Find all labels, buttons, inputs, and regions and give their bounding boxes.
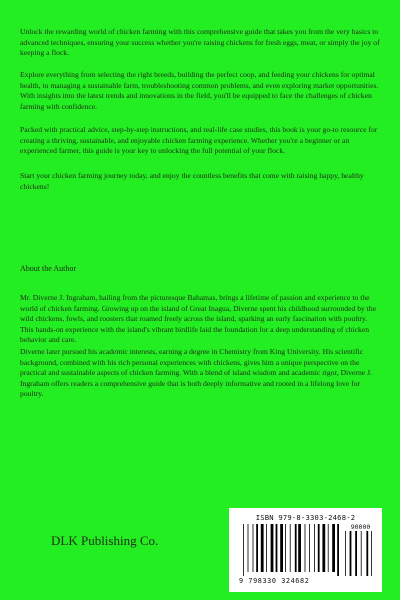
- barcode-bar: [266, 524, 267, 572]
- barcode-bar: [253, 524, 254, 572]
- barcode-bar: [271, 524, 274, 572]
- barcode-bar: [350, 531, 352, 576]
- barcode-bar: [285, 524, 286, 572]
- barcode-bar: [318, 524, 320, 572]
- about-author-paragraph-1: Mr. Diverne J. Ingraham, hailing from the picturesque Bahamas, brings a lifetime of passion and experience to the world of chicken farming. Growing up on the island of Great Inagua, Diverne spent his childhood surrounded by the wild chickens, fowls, and roosters that roamed freely across the island, sparking an early fascination with poultry. This hands-on experience with the island's vibrant birdlife laid the foundation for a deep understanding of chicken behavior and care.: [20, 293, 377, 345]
- barcode-bar: [280, 524, 283, 572]
- about-author-heading: About the Author: [20, 264, 76, 273]
- barcode-bar: [295, 524, 297, 572]
- barcode-bar: [328, 524, 329, 572]
- description-paragraph-4: Start your chicken farming journey today, and enjoy the countless benefits that come with raising happy, healthy chickens!: [20, 171, 364, 191]
- barcode-bar: [261, 524, 264, 572]
- barcode-bar: [290, 524, 291, 572]
- barcode-bar: [256, 524, 258, 572]
- barcode-bar: [337, 524, 339, 576]
- isbn-label: ISBN 979-8-3303-2468-2: [255, 513, 356, 522]
- barcode-bar: [243, 524, 244, 576]
- barcode-bar: [309, 524, 310, 572]
- barcode-bar: [332, 524, 335, 572]
- publisher-name: DLK Publishing Co.: [51, 533, 159, 548]
- barcode-bar: [248, 524, 249, 572]
- addon-barcode-icon: [345, 531, 375, 576]
- barcode-bar: [355, 531, 357, 576]
- barcode-bar: [305, 524, 306, 572]
- description-paragraph-3: Packed with practical advice, step-by-step instructions, and real-life case studies, this book is your go-to resource for creating a thriving, sustainable, and enjoyable chicken farming experience. Whether you're a beginner or an experienced farmer, this guide is your key to unlocking the full potential of your flock.: [20, 125, 378, 156]
- barcode-bar: [314, 524, 315, 572]
- barcode-addon-digits: 90000: [350, 523, 371, 531]
- barcode-bar: [298, 524, 301, 572]
- description-paragraph-1: Unlock the rewarding world of chicken farming with this comprehensive guide that takes you from the very basics to advanced techniques, ensuring your success whether you're raising chickens for fresh eggs, meat, or simply the joy of keeping a flock.: [20, 27, 380, 58]
- barcode-bar: [345, 531, 346, 576]
- barcode-bar: [322, 524, 325, 572]
- isbn-barcode-box: [229, 508, 382, 592]
- ean-digits: 9 798330 324682: [239, 577, 310, 585]
- description-paragraph-2: Explore everything from selecting the right breeds, building the perfect coop, and feeding your chickens for optimal health, to managing a sustainable farm, troubleshooting common problems, and even exploring market opportunities. With insights into the latest trends and innovations in the field, you'll be equipped to face the challenges of chicken farming with confidence.: [20, 70, 379, 111]
- ean-barcode-icon: [243, 524, 341, 576]
- barcode-bar: [366, 531, 368, 576]
- about-author-paragraph-2: Diverne later pursued his academic interests, earning a degree in Chemistry from King University. His scientific background, combined with his rich personal experiences with chickens, gives him a unique perspective on the practical and sustainable aspects of chicken farming. With a blend of island wisdom and academic rigor, Diverne J. Ingraham offers readers a comprehensive guide that is both deeply informative and rooted in a lifelong love for poultry.: [20, 347, 372, 399]
- barcode-bar: [371, 531, 372, 576]
- barcode-bar: [361, 531, 362, 576]
- barcode-bar: [276, 524, 278, 572]
